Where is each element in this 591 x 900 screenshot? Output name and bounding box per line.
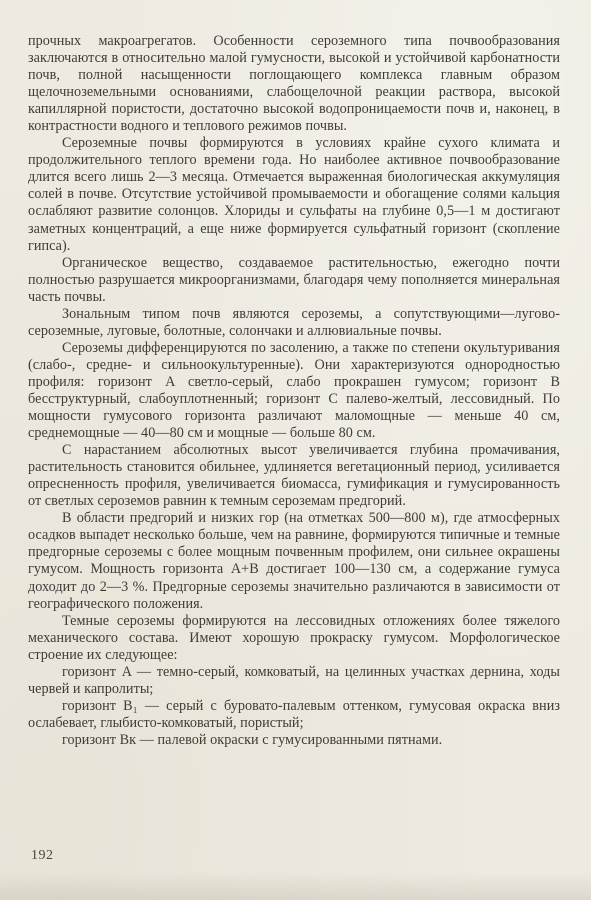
page-body-text	[28, 33, 560, 749]
page-number: 192	[31, 848, 54, 863]
paragraph: Темные сероземы формируются на лессовидных отложениях более тяжелого механического состава. Имеют хорошую прокраску гумусом. Морфологическое строение их следующее:	[28, 612, 560, 663]
horizon-description: горизонт A — темно-серый, комковатый, на целинных участках дернина, ходы червей и капролиты;	[28, 663, 560, 697]
page-edge-shadow	[0, 872, 591, 900]
paragraph: С нарастанием абсолютных высот увеличивается глубина промачивания, растительность становится обильнее, удлиняется вегетационный период, усиливается опресненность профиля, увеличивается биомасса, гумификация и гумусированность от светлых сероземов равнин к темным сероземам предгорий.	[28, 442, 560, 510]
horizon-description: горизонт Bк — палевой окраски с гумусированными пятнами.	[62, 731, 443, 748]
paragraph: Органическое вещество, создаваемое растительностью, ежегодно почти полностью разрушается микроорганизмами, благодаря чему пополняется минеральная часть почвы.	[28, 254, 560, 305]
paragraph: В области предгорий и низких гор (на отметках 500—800 м), где атмосферных осадков выпадет несколько больше, чем на равнине, формируются типичные и темные предгорные сероземы с более мощным почвенным профилем, они сильнее окрашены гумусом. Мощность горизонта A+B достигает 100—130 см, а содержание гумуса доходит до 2—3 %. Предгорные сероземы значительно различаются в зависимости от географического положения.	[28, 510, 560, 612]
paragraph: Сероземные почвы формируются в условиях крайне сухого климата и продолжительного теплого времени года. Но наиболее активное почвообразование длится всего лишь 2—3 месяца. Отмечается выраженная биологическая аккумуляция солей в почве. Отсутствие устойчивой промываемости и обогащение солями кальция ослабляют развитие солонцов. Хлориды и сульфаты на глубине 0,5—1 м достигают заметных концентраций, а еще ниже формируется сульфатный горизонт (скопление гипса).	[28, 135, 560, 254]
paragraph: прочных макроагрегатов. Особенности сероземного типа почвообразования заключаются в относительно малой гумусности, высокой и устойчивой карбонатности почв, полной насыщенности поглощающего комплекса главным образом щелочноземельными основаниями, слабощелочной реакции раствора, высокой капиллярной пористости, достаточно высокой водопроницаемости почв и, наконец, в контрастности водного и теплового режимов почвы.	[28, 33, 560, 135]
paragraph: Сероземы дифференцируются по засолению, а также по степени окультуривания (слабо-, средне- и сильноокультуренные). Они характеризуются однородностью профиля: горизонт A светло-серый, слабо прокрашен гумусом; горизонт B бесструктурный, слабоуплотненный; горизонт C палево-желтый, лессовидный. По мощности гумусового горизонта различают маломощные — меньше 40 см, среднемощные — 40—80 см и мощные — больше 80 см.	[28, 339, 560, 442]
paragraph: Зональным типом почв являются сероземы, а сопутствующими—лугово-сероземные, луговые, болотные, солончаки и аллювиальные почвы.	[28, 305, 560, 339]
horizon-description: горизонт B₁ — серый с буровато-палевым оттенком, гумусовая окраска вниз ослабевает, глыбисто-комковатый, пористый;	[28, 697, 560, 731]
